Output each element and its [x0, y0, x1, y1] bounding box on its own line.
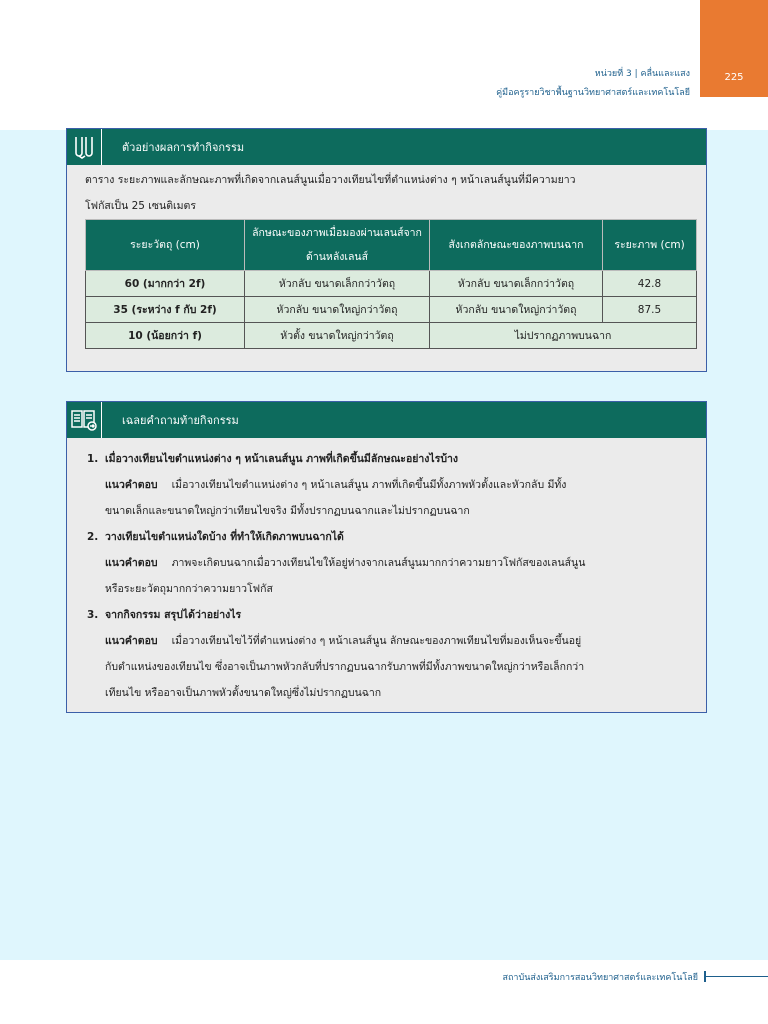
answer-line: เทียนไข หรืออาจเป็นภาพหัวตั้งขนาดใหญ่ซึ่งไม่ปรากฏบนฉาก [105, 687, 382, 699]
answer-key-panel [66, 401, 707, 713]
table-cell: 35 (ระหว่าง f กับ 2f) [86, 297, 245, 323]
column-header: สังเกตลักษณะของภาพบนฉาก [430, 220, 603, 271]
table-row [86, 271, 697, 297]
table-cell: หัวกลับ ขนาดเล็กกว่าวัตถุ [245, 271, 430, 297]
answer-line: ขนาดเล็กและขนาดใหญ่กว่าเทียนไขจริง มีทั้งปรากฏบนฉากและไม่ปรากฏบนฉาก [105, 505, 470, 517]
panel-title: เฉลยคำถามท้ายกิจกรรม [122, 414, 239, 427]
table-row [86, 323, 697, 349]
question: 3. จากกิจกรรม สรุปได้ว่าอย่างไร [87, 609, 242, 621]
footer-rule [706, 976, 768, 977]
list-item [87, 446, 688, 524]
answer: แนวคำตอบ เมื่อวางเทียนไขตำแหน่งต่าง ๆ หน้าเลนส์นูน ภาพที่เกิดขึ้นมีทั้งภาพหัวตั้งและหัวกลับ มีทั้ง [105, 479, 567, 491]
answer-label: แนวคำตอบ [105, 557, 158, 569]
question: 1. เมื่อวางเทียนไขตำแหน่งต่าง ๆ หน้าเลนส์นูน ภาพที่เกิดขึ้นมีลักษณะอย่างไรบ้าง [87, 453, 459, 465]
column-header: ระยะวัตถุ (cm) [86, 220, 245, 271]
book-icon [67, 402, 102, 438]
book-title: คู่มือครูรายวิชาพื้นฐานวิทยาศาสตร์และเทคโนโลยี [496, 88, 690, 98]
table-cell: หัวกลับ ขนาดเล็กกว่าวัตถุ [430, 271, 603, 297]
table-cell: 87.5 [603, 297, 697, 323]
panel-title: ตัวอย่างผลการทำกิจกรรม [122, 141, 245, 154]
table-header-row [86, 220, 697, 271]
qa-list [67, 438, 706, 706]
experiment-icon [67, 129, 102, 165]
answer-label: แนวคำตอบ [105, 479, 158, 491]
panel-header [67, 402, 706, 438]
table-row [86, 297, 697, 323]
answer-line: กับตำแหน่งของเทียนไข ซึ่งอาจเป็นภาพหัวกลับที่ปรากฏบนฉากรับภาพที่มีทั้งภาพขนาดใหญ่กว่าหรือเล็กกว่า [105, 661, 585, 673]
panel-header [67, 129, 706, 165]
answer-label: แนวคำตอบ [105, 635, 158, 647]
footer-text: สถาบันส่งเสริมการสอนวิทยาศาสตร์และเทคโนโลยี [502, 973, 698, 983]
table-cell: หัวตั้ง ขนาดใหญ่กว่าวัตถุ [245, 323, 430, 349]
answer: แนวคำตอบ ภาพจะเกิดบนฉากเมื่อวางเทียนไขให้อยู่ห่างจากเลนส์นูนมากกว่าความยาวโฟกัสของเลนส์นูน [105, 557, 586, 569]
table-cell: 42.8 [603, 271, 697, 297]
list-item [87, 524, 688, 602]
table-cell: หัวกลับ ขนาดใหญ่กว่าวัตถุ [430, 297, 603, 323]
answer: แนวคำตอบ เมื่อวางเทียนไขไว้ที่ตำแหน่งต่าง ๆ หน้าเลนส์นูน ลักษณะของภาพเทียนไขที่มองเห็นจะขึ้นอยู่ [105, 635, 582, 647]
column-header: ระยะภาพ (cm) [603, 220, 697, 271]
table-cell: หัวกลับ ขนาดใหญ่กว่าวัตถุ [245, 297, 430, 323]
activity-result-panel [66, 128, 707, 372]
caption-line: โฟกัสเป็น 25 เซนติเมตร [85, 200, 196, 212]
results-table [85, 219, 697, 349]
list-item [87, 602, 688, 706]
table-cell: 60 (มากกว่า 2f) [86, 271, 245, 297]
table-caption [67, 165, 706, 219]
unit-title: หน่วยที่ 3 | คลื่นและแสง [594, 69, 690, 79]
caption-line: ตาราง ระยะภาพและลักษณะภาพที่เกิดจากเลนส์นูนเมื่อวางเทียนไขที่ตำแหน่งต่าง ๆ หน้าเลนส์นูนที่มีความยาว [85, 174, 576, 186]
question: 2. วางเทียนไขตำแหน่งใดบ้าง ที่ทำให้เกิดภาพบนฉากได้ [87, 531, 344, 543]
page-number: 225 [724, 72, 744, 83]
table-cell: 10 (น้อยกว่า f) [86, 323, 245, 349]
page-header-area [0, 0, 768, 130]
answer-line: หรือระยะวัตถุมากกว่าความยาวโฟกัส [105, 583, 273, 595]
column-header: ลักษณะของภาพเมื่อมองผ่านเลนส์จากด้านหลังเลนส์ [245, 220, 430, 271]
table-cell: ไม่ปรากฏภาพบนฉาก [430, 323, 697, 349]
page-number-tab [700, 0, 768, 97]
